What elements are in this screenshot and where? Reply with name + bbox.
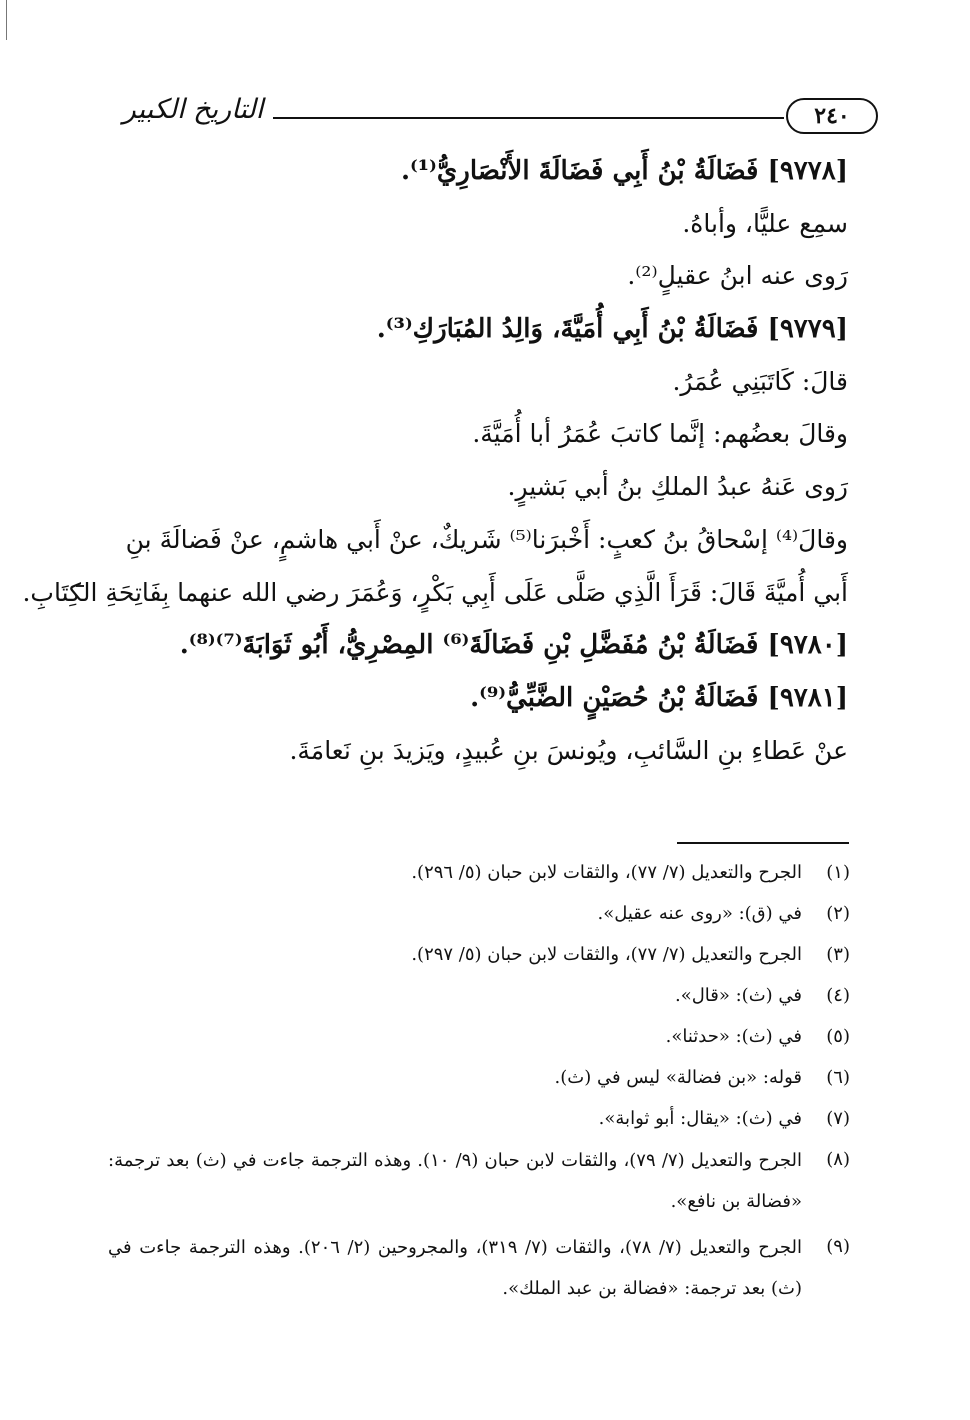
footnote-number: (٦) xyxy=(826,1067,850,1088)
footnote-number: (٢) xyxy=(826,903,850,924)
footnote-number: (٥) xyxy=(826,1026,850,1047)
entry-heading-9778: [٩٧٧٨] فَضَالَةُ بْنُ أَبِي فَضَالَةَ الأَنْصَارِيُّ⁽¹⁾. xyxy=(400,156,848,186)
page-edge-mark xyxy=(6,0,7,40)
footnote-number: (٤) xyxy=(826,985,850,1006)
text-line: وقالَ بعضُهم: إنَّما كاتبَ عُمَرُ أبا أُمَيَّةَ. xyxy=(472,419,848,449)
footnote-text: في (ث): «يقال: أبو ثوابة». xyxy=(598,1108,802,1129)
text-line: سمِع عليًّا، وأباهُ. xyxy=(682,208,848,238)
footnote-text: في (ث): «حدثنا». xyxy=(665,1026,802,1047)
footnote xyxy=(108,860,850,886)
footnote xyxy=(108,901,850,927)
text-line: قالَ: كَاتَبَنِي عُمَرُ. xyxy=(672,366,848,396)
footnote-separator xyxy=(677,842,849,844)
footnote-number: (٩) xyxy=(826,1236,850,1257)
footnote xyxy=(108,942,850,968)
footnote xyxy=(108,983,850,1009)
text-line: رَوى عَنهُ عبدُ الملكِ بنُ أبي بَشيرٍ. xyxy=(507,472,848,502)
entry-heading-9781: [٩٧٨١] فَضَالَةُ بْنُ حُصَيْنٍ الضَّبِّيُّ⁽⁹⁾. xyxy=(470,682,848,713)
footnote-text: الجرح والتعديل (٧/ ٧٨)، والثقات (٧/ ٣١٩)، والمجروحين (٢/ ٢٠٦). وهذه الترجمة جاءت في (ث) بعد ترجمة: «فضالة بن عبد الملك». xyxy=(108,1237,802,1299)
footnote-text: في (ق): «روى عنه عقيل». xyxy=(597,903,802,924)
book-title: التاريخ الكبير xyxy=(122,94,264,125)
page-header xyxy=(118,92,878,142)
header-rule xyxy=(273,117,784,119)
footnote-number: (٨) xyxy=(826,1149,850,1170)
footnote xyxy=(108,1065,850,1091)
footnote xyxy=(108,1234,850,1309)
footnote-text: في (ث): «قال». xyxy=(674,985,802,1006)
entry-heading-9779: [٩٧٧٩] فَضَالَةُ بْنُ أَبِي أُمَيَّةَ، وَالِدُ المُبَارَكِ⁽³⁾. xyxy=(376,314,848,345)
page-number: ٢٤٠ xyxy=(786,98,878,134)
main-text xyxy=(22,152,848,784)
text-line: عنْ عَطاءِ بنِ السَّائبِ، ويُونسَ بنِ عُبيدٍ، ويَزيدَ بنِ نَعامَةَ. xyxy=(289,735,848,765)
footnote xyxy=(108,1147,850,1222)
footnote-text: الجرح والتعديل (٧/ ٧٧)، والثقات لابن حبان (٥/ ٢٩٦). xyxy=(411,862,802,883)
footnote-text: الجرح والتعديل (٧/ ٧٧)، والثقات لابن حبان (٥/ ٢٩٧). xyxy=(411,944,802,965)
footnotes xyxy=(108,860,850,1321)
footnote xyxy=(108,1024,850,1050)
footnote-number: (٧) xyxy=(826,1108,850,1129)
footnote xyxy=(108,1106,850,1132)
text-line: وقالَ⁽⁴⁾ إسْحاقُ بنُ كعبٍ: أَخْبرَنا⁽⁵⁾ شَريكٌ، عنْ أَبي هاشمٍ، عنْ فَضالَةَ بنِ xyxy=(125,524,848,554)
footnote-text: قوله: «بن فضالة» ليس في (ث). xyxy=(554,1067,802,1088)
footnote-number: (١) xyxy=(826,862,850,883)
text-line: أَبي أُميَّةَ قَالَ: قَرَأَ الَّذِي صَلَّى عَلَى أَبِي بَكْرٍ، وَعُمَرَ رضي الله عنهما بِفَاتِحَةِ الكِتَابِ. xyxy=(22,577,848,607)
footnote-number: (٣) xyxy=(826,944,850,965)
text-line: رَوى عنه ابنُ عقيلٍ⁽²⁾. xyxy=(627,261,848,291)
entry-heading-9780: [٩٧٨٠] فَضَالَةُ بْنُ مُفَضَّلِ بْنِ فَضَالَةَ⁽⁶⁾ المِصْرِيُّ، أَبُو ثَوَابَةَ⁽⁷⁾⁽⁸⁾. xyxy=(179,630,848,661)
footnote-text: الجرح والتعديل (٧/ ٧٩)، والثقات لابن حبان (٩/ ١٠). وهذه الترجمة جاءت في (ث) بعد ترجمة: «فضالة بن نافع». xyxy=(108,1150,802,1212)
